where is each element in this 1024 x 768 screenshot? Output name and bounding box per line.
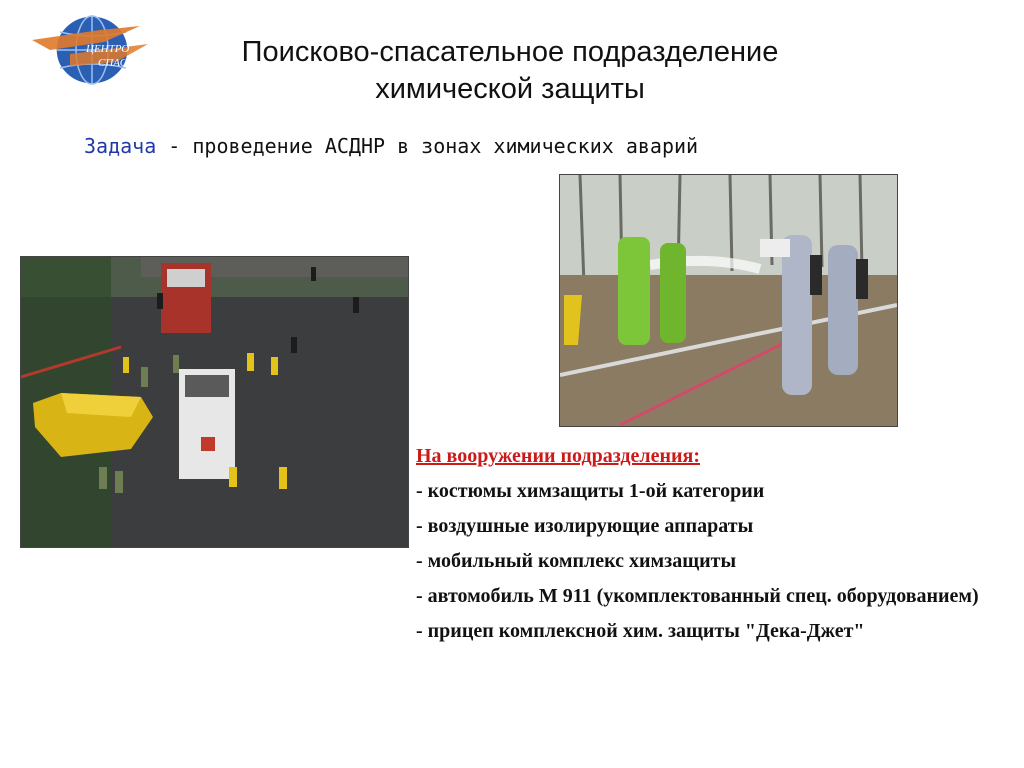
equipment-item: - прицеп комплексной хим. защиты "Дека-Джет" (416, 620, 865, 642)
equipment-item: - мобильный комплекс химзащиты (416, 550, 737, 572)
rescue-street-photo (20, 256, 409, 548)
equipment-item: - костюмы химзащиты 1-ой категории (416, 480, 765, 502)
task-text: - проведение АСДНР в зонах химических аварий (156, 134, 699, 158)
title-line-2: химической защиты (375, 73, 645, 105)
page-title (150, 34, 870, 108)
equipment-item: - автомобиль М 911 (укомплектованный спец. оборудованием) (416, 585, 979, 607)
equipment-item: - воздушные изолирующие аппараты (416, 515, 754, 537)
task-line (84, 134, 698, 158)
logo-text-bottom: СПАС (98, 57, 128, 69)
centrospas-logo (30, 10, 150, 90)
globe-airplane-icon (30, 10, 150, 90)
logo-text-top: ЦЕНТРО (86, 43, 130, 55)
equipment-section (416, 442, 1016, 653)
title-line-1: Поисково-спасательное подразделение (241, 36, 779, 68)
decontamination-photo (559, 174, 898, 427)
equipment-heading: На вооружении подразделения: (416, 445, 700, 467)
task-keyword: Задача (84, 134, 157, 158)
